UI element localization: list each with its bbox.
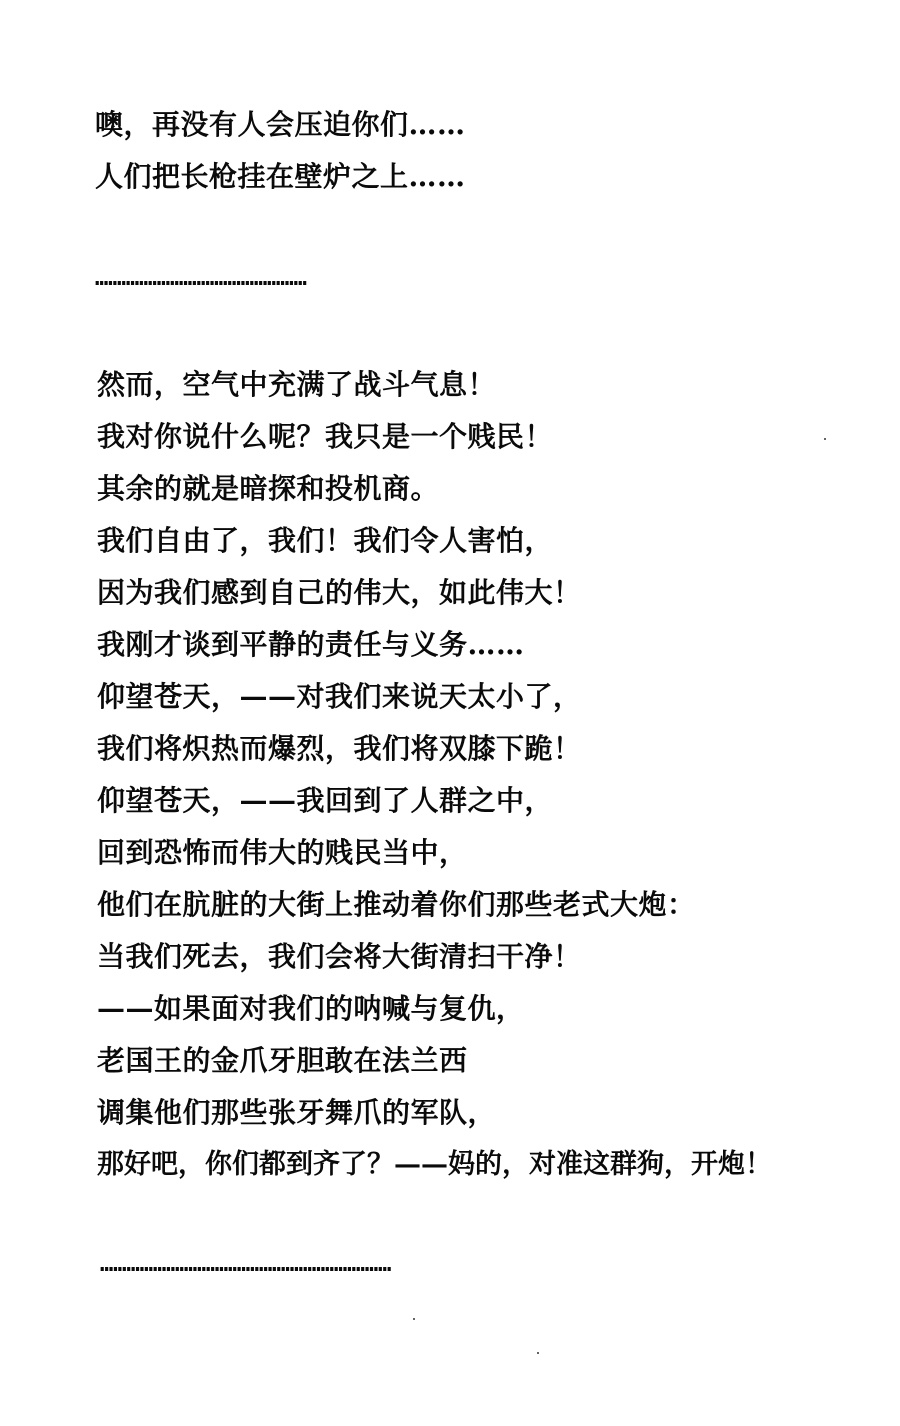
poem-line: 因为我们感到自己的伟大，如此伟大！ xyxy=(97,576,582,609)
poem-line: ——如果面对我们的呐喊与复仇， xyxy=(97,992,525,1025)
poem-line: 仰望苍天，——我回到了人群之中， xyxy=(97,784,554,817)
poem-line: 仰望苍天，——对我们来说天太小了， xyxy=(97,680,582,713)
scan-speck xyxy=(413,1318,415,1320)
poem-line: 噢，再没有人会压迫你们…… xyxy=(95,108,466,141)
poem-line: 那好吧，你们都到齐了？——妈的，对准这群狗，开炮！ xyxy=(97,1149,772,1180)
scan-speck xyxy=(537,1352,539,1354)
poem-line: 回到恐怖而伟大的贱民当中， xyxy=(97,836,468,869)
poem-line: 调集他们那些张牙舞爪的军队， xyxy=(97,1096,497,1129)
poem-line: 我们自由了，我们！我们令人害怕， xyxy=(97,524,554,557)
poem-line: 老国王的金爪牙胆敢在法兰西 xyxy=(97,1044,468,1077)
scan-speck xyxy=(824,438,826,440)
poem-line: 人们把长枪挂在壁炉之上…… xyxy=(95,160,466,193)
poem-line: 我刚才谈到平静的责任与义务…… xyxy=(97,628,525,661)
poem-line: 其余的就是暗探和投机商。 xyxy=(97,472,440,505)
poem-line: 当我们死去，我们会将大街清扫干净！ xyxy=(97,940,582,973)
poem-line: 他们在肮脏的大街上推动着你们那些老式大炮： xyxy=(97,888,696,921)
section-separator: ………………………………………… xyxy=(95,266,307,291)
poem-line: 我对你说什么呢？我只是一个贱民！ xyxy=(97,420,554,453)
poem-line: 然而，空气中充满了战斗气息！ xyxy=(97,368,497,401)
poem-line: 我们将炽热而爆烈，我们将双膝下跪！ xyxy=(97,732,582,765)
section-separator: ………………………………………………………… xyxy=(100,1252,392,1277)
